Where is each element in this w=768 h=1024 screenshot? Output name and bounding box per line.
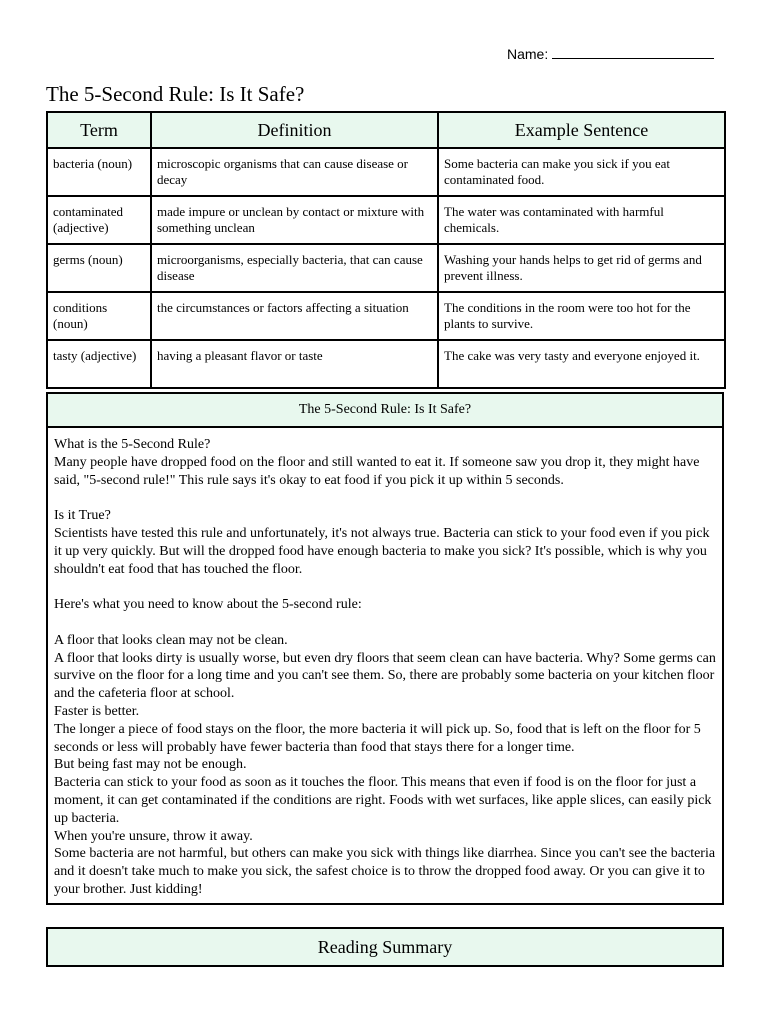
term-cell: contaminated (adjective) bbox=[47, 196, 151, 244]
passage-paragraph: Is it True? bbox=[54, 508, 111, 524]
passage-paragraph: But being fast may not be enough. bbox=[54, 757, 247, 773]
page-title: The 5-Second Rule: Is It Safe? bbox=[46, 82, 305, 106]
example-cell: Some bacteria can make you sick if you eat contaminated food. bbox=[438, 148, 725, 196]
passage-paragraph: Some bacteria are not harmful, but others can make you sick with things like diarrhea. Since you can't see the bacteria and it doesn't take much to make you sick, the safest choice is to throw the dropped food away. Or you can give it to your brother. Just kidding! bbox=[54, 846, 716, 897]
passage-paragraph: A floor that looks clean may not be clean. bbox=[54, 632, 288, 648]
term-cell: tasty (adjective) bbox=[47, 340, 151, 388]
passage-paragraph: Bacteria can stick to your food as soon as it touches the floor. This means that even if food is on the floor for just a moment, it can get contaminated if the conditions are right. Foods with wet surfaces, like apple slices, can easily pick up bacteria. bbox=[54, 775, 712, 826]
example-cell: The cake was very tasty and everyone enjoyed it. bbox=[438, 340, 725, 388]
name-field[interactable] bbox=[507, 46, 714, 62]
name-label: Name: bbox=[507, 46, 549, 62]
table-row bbox=[47, 340, 725, 388]
example-cell: The water was contaminated with harmful chemicals. bbox=[438, 196, 725, 244]
vocabulary-table bbox=[46, 111, 726, 389]
example-cell: The conditions in the room were too hot for the plants to survive. bbox=[438, 292, 725, 340]
table-row bbox=[47, 292, 725, 340]
name-blank-line[interactable] bbox=[552, 46, 714, 59]
table-row bbox=[47, 196, 725, 244]
column-header-example: Example Sentence bbox=[438, 112, 725, 148]
paragraph-spacer bbox=[54, 489, 716, 507]
paragraph-spacer bbox=[54, 614, 716, 632]
passage-paragraph: Many people have dropped food on the floor and still wanted to eat it. If someone saw you drop it, they might have said, "5-second rule!" This rule says it's okay to eat food if you pick it up within 5 seconds. bbox=[54, 454, 700, 488]
vocabulary-header-row bbox=[47, 112, 725, 148]
passage-paragraph: When you're unsure, throw it away. bbox=[54, 828, 253, 844]
passage-paragraph: The longer a piece of food stays on the floor, the more bacteria it will pick up. So, food that is left on the floor for 5 seconds or less will probably have fewer bacteria than food that stays there for a longer time. bbox=[54, 721, 701, 755]
term-cell: conditions (noun) bbox=[47, 292, 151, 340]
definition-cell: microscopic organisms that can cause disease or decay bbox=[151, 148, 438, 196]
reading-passage-box bbox=[46, 392, 724, 905]
definition-cell: made impure or unclean by contact or mixture with something unclean bbox=[151, 196, 438, 244]
definition-cell: having a pleasant flavor or taste bbox=[151, 340, 438, 388]
paragraph-spacer bbox=[54, 578, 716, 596]
passage-paragraph: A floor that looks dirty is usually worse, but even dry floors that seem clean can have bacteria. Why? Some germs can survive on the floor for a long time and you can't see them. So, there are probably some bacteria on your kitchen floor and the cafeteria floor at school. bbox=[54, 650, 716, 702]
term-cell: germs (noun) bbox=[47, 244, 151, 292]
term-cell: bacteria (noun) bbox=[47, 148, 151, 196]
passage-paragraph: Scientists have tested this rule and unfortunately, it's not always true. Bacteria can stick to your food even if you pick it up very quickly. But will the dropped food have enough bacteria to make you sick? It's possible, which is why you shouldn't eat food that has touched the floor. bbox=[54, 525, 710, 577]
table-row bbox=[47, 244, 725, 292]
passage-paragraph: Faster is better. bbox=[54, 703, 140, 719]
passage-paragraph: Here's what you need to know about the 5-second rule: bbox=[54, 597, 362, 613]
passage-paragraph: What is the 5-Second Rule? bbox=[54, 437, 211, 452]
definition-cell: microorganisms, especially bacteria, that can cause disease bbox=[151, 244, 438, 292]
column-header-definition: Definition bbox=[151, 112, 438, 148]
definition-cell: the circumstances or factors affecting a situation bbox=[151, 292, 438, 340]
table-row bbox=[47, 148, 725, 196]
reading-passage-body bbox=[48, 428, 722, 899]
column-header-term: Term bbox=[47, 112, 151, 148]
reading-summary-heading: Reading Summary bbox=[46, 927, 724, 967]
reading-passage-heading: The 5-Second Rule: Is It Safe? bbox=[48, 394, 722, 428]
example-cell: Washing your hands helps to get rid of germs and prevent illness. bbox=[438, 244, 725, 292]
